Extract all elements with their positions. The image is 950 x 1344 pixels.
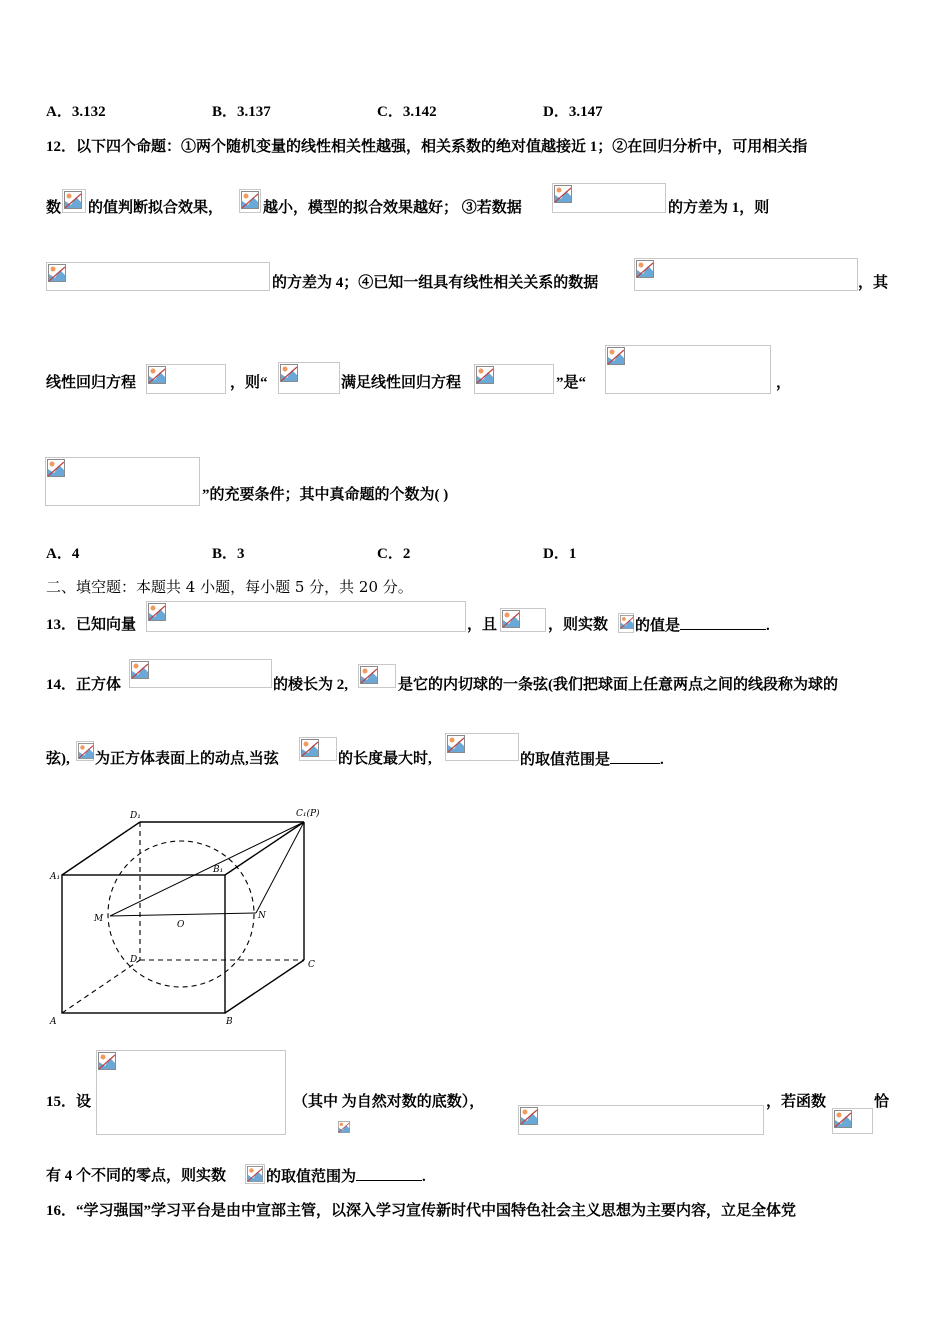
label-A1: A₁	[50, 872, 61, 882]
q12-option-a: A．4	[46, 546, 80, 562]
formula-image	[239, 189, 261, 213]
chord-MN	[110, 913, 256, 916]
broken-image-icon	[636, 260, 654, 278]
q11-option-a: A．3.132	[46, 104, 106, 120]
label-O: O	[177, 920, 185, 930]
q14-text: 是它的内切球的一条弦(我们把球面上任意两点之间的线段称为球的	[398, 677, 838, 693]
q14-period: .	[660, 752, 664, 768]
broken-image-icon	[47, 459, 65, 477]
formula-image	[96, 1050, 286, 1135]
formula-image	[500, 608, 546, 632]
formula-image	[62, 189, 86, 213]
q14-text: 的长度最大时,	[338, 751, 432, 767]
broken-image-icon	[241, 191, 259, 209]
q14-text: 弦),	[46, 751, 70, 767]
formula-image	[146, 601, 466, 632]
q11-option-d: D．3.147	[543, 104, 603, 120]
broken-image-icon	[64, 191, 82, 209]
q15-prompt: 的取值范围为	[266, 1169, 357, 1185]
label-D: D	[130, 955, 138, 965]
formula-image	[634, 258, 858, 291]
edge-A1D1	[62, 822, 140, 875]
inscribed-sphere	[108, 841, 254, 987]
broken-image-icon	[131, 661, 149, 679]
formula-image	[76, 741, 94, 761]
q15-text: 恰	[874, 1094, 890, 1110]
q12-text: ，	[776, 375, 792, 391]
formula-image	[146, 364, 226, 394]
answer-blank	[356, 1166, 422, 1181]
q11-option-b: B．3.137	[212, 104, 271, 120]
label-C1P: C₁(P)	[296, 809, 320, 819]
formula-image	[474, 364, 554, 394]
broken-image-icon	[280, 364, 298, 382]
q12-option-c: C．2	[377, 546, 411, 562]
q12-text: ，其	[858, 275, 889, 291]
q12-text: 满足线性回归方程	[341, 375, 462, 391]
broken-image-icon	[247, 1166, 263, 1182]
q12-option-d: D．1	[543, 546, 577, 562]
broken-image-icon	[607, 347, 625, 365]
q14-prompt: 的取值范围是	[520, 752, 611, 768]
label-B1: B₁	[213, 865, 224, 875]
broken-image-icon	[78, 743, 94, 759]
q13-text: 13．已知向量	[46, 617, 137, 633]
q14-text	[520, 749, 664, 770]
q14-text: 的棱长为 2,	[273, 677, 349, 693]
q15-text	[266, 1166, 426, 1187]
broken-image-icon	[148, 603, 166, 621]
q12-text: 的值判断拟合效果，	[88, 200, 224, 216]
q12-text: ”的充要条件；其中真命题的个数为( )	[202, 487, 449, 503]
label-D1: D₁	[130, 811, 141, 821]
broken-image-icon	[338, 1121, 350, 1133]
q12-text: ”是“	[556, 375, 587, 391]
formula-image	[46, 262, 270, 291]
broken-image-icon	[502, 610, 520, 628]
broken-image-icon	[301, 739, 319, 757]
q11-option-c: C．3.142	[377, 104, 437, 120]
formula-image	[605, 345, 771, 394]
segment-PN	[256, 822, 304, 913]
q13-prompt: 的值是	[635, 618, 681, 634]
formula-image	[518, 1105, 764, 1135]
formula-image	[45, 457, 200, 506]
formula-image	[552, 183, 666, 213]
q15-text: （其中 为自然对数的底数），	[293, 1094, 485, 1110]
formula-image	[245, 1164, 265, 1184]
broken-image-icon	[476, 366, 494, 384]
broken-image-icon	[554, 185, 572, 203]
q12-text: ，则“	[230, 375, 268, 391]
q13-text: ，则实数	[548, 617, 609, 633]
q12-text: 线性回归方程	[46, 375, 137, 391]
q12-text: 数	[46, 200, 62, 216]
broken-image-icon	[360, 666, 378, 684]
formula-image	[445, 733, 519, 761]
q15-text: ，若函数	[766, 1094, 827, 1110]
q13-period: .	[766, 618, 770, 634]
formula-image	[358, 664, 396, 688]
answer-blank	[680, 615, 766, 630]
label-A: A	[50, 1017, 57, 1027]
edge-AD	[62, 960, 140, 1013]
cube-sphere-figure	[40, 800, 340, 1035]
q12-text: 的方差为 4；④已知一组具有线性相关关系的数据	[272, 275, 599, 291]
label-M: M	[94, 914, 104, 924]
formula-image	[299, 737, 337, 761]
q12-line1: 12．以下四个命题：①两个随机变量的线性相关性越强，相关系数的绝对值越接近 1；②在回归分析中，可用相关指	[46, 139, 808, 155]
q12-text: 越小，模型的拟合效果越好； ③若数据	[263, 200, 522, 216]
q15-period: .	[422, 1169, 426, 1185]
formula-image	[832, 1108, 873, 1134]
broken-image-icon	[98, 1052, 116, 1070]
label-N: N	[258, 911, 266, 921]
q13-text	[635, 615, 770, 636]
formula-image	[618, 613, 634, 633]
edge-BC	[225, 960, 304, 1013]
label-B: B	[226, 1017, 233, 1027]
answer-blank	[610, 749, 660, 764]
broken-image-icon	[620, 615, 634, 629]
formula-image	[337, 1120, 351, 1136]
q13-text: ，且	[467, 617, 498, 633]
q14-text: 为正方体表面上的动点,当弦	[95, 751, 279, 767]
q15-text: 15．设	[46, 1094, 92, 1110]
q14-text: 14．正方体	[46, 677, 122, 693]
broken-image-icon	[834, 1110, 852, 1128]
label-C: C	[308, 960, 315, 970]
broken-image-icon	[447, 735, 465, 753]
formula-image	[278, 362, 340, 394]
cube-front-face	[62, 875, 225, 1013]
broken-image-icon	[148, 366, 166, 384]
q16-text: 16．“学习强国”学习平台是由中宣部主管，以深入学习宣传新时代中国特色社会主义思想为主要内容，立足全体党	[46, 1203, 797, 1219]
segment-PM	[110, 822, 304, 916]
broken-image-icon	[520, 1107, 538, 1125]
q15-text: 有 4 个不同的零点，则实数	[46, 1168, 227, 1184]
formula-image	[129, 659, 272, 688]
q12-option-b: B．3	[212, 546, 245, 562]
q12-text: 的方差为 1，则	[668, 200, 770, 216]
broken-image-icon	[48, 264, 66, 282]
section-heading: 二、填空题：本题共 4 小题，每小题 5 分，共 20 分。	[46, 578, 413, 596]
